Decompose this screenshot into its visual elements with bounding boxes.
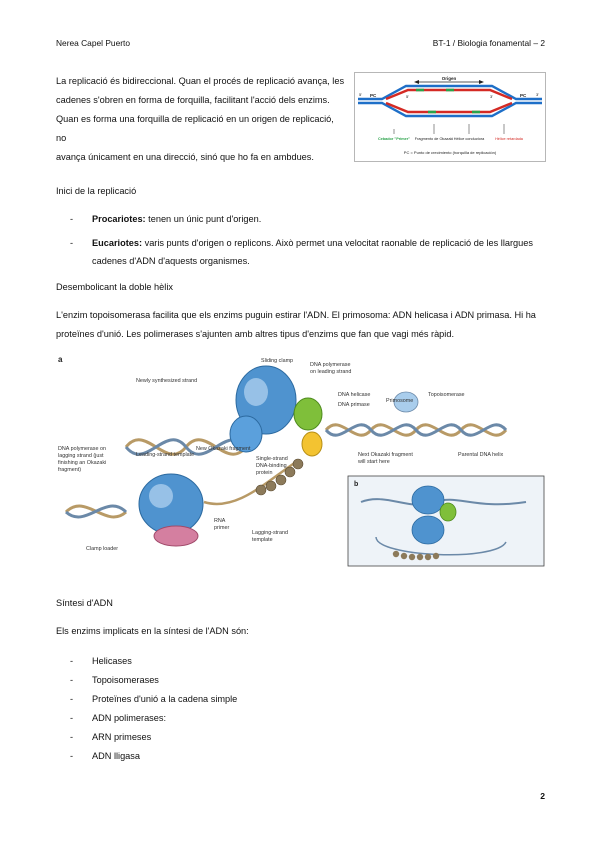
paragraph-line: L'enzim topoisomerasa facilita que els enzims puguin estirar l'ADN. El primosoma: ADN helicasa i ADN primasa. Hi ha (56, 310, 536, 320)
ssb-bead (425, 554, 431, 560)
intro-paragraph (56, 72, 346, 167)
pc-left-label: PC (370, 93, 377, 98)
end-label: 5' (359, 92, 362, 97)
ssb-bead (256, 485, 266, 495)
label-leading-template: Leading-strand template (136, 452, 195, 458)
section-title-sintesi: Síntesi d'ADN (56, 598, 113, 608)
label-rna-primer: primer (214, 525, 230, 531)
ssb-bead (401, 553, 407, 559)
intro-line: La replicació és bidireccional. Quan el procés de replicació avança, les (56, 76, 345, 86)
bullet-text: varis punts d'origen o replicons. Això permet una velocitat raonable de replicació de les llargues (142, 238, 533, 248)
end-label: 3' (536, 92, 539, 97)
label-lagging-template: template (252, 537, 273, 543)
label-topoisomerase: Topoisomerase (428, 392, 465, 398)
bullet-label: Topoisomerases (92, 675, 159, 685)
label-dna-pol-leading: on leading strand (310, 369, 352, 375)
label-dna-helicase: DNA helicase (338, 392, 371, 398)
replication-bubble-figure (354, 72, 546, 162)
label-sliding-clamp: Sliding clamp (261, 358, 294, 364)
section-title-desembolicant: Desembolicant la doble hèlix (56, 282, 173, 292)
legend-okazaki: Fragmento de Okazaki (414, 137, 454, 141)
label-dna-pol-leading: DNA polymerase (310, 362, 351, 368)
bullet-label: ADN polimerases: (92, 713, 167, 723)
bullet-continuation: cadenes d'ADN d'aquests organismes. (92, 256, 250, 266)
label-ssb: DNA-binding (256, 463, 287, 469)
bullet-marker: - (70, 713, 74, 723)
label-ssb: Single-strand (256, 456, 288, 462)
label-ssb: protein (256, 470, 273, 476)
legend-retardada: Hélice retardada (495, 137, 523, 141)
legend-conductora: Hélice conductora (453, 137, 485, 141)
origin-label: Origen (441, 76, 457, 81)
panel-b-helicase (440, 503, 456, 521)
header-course: BT-1 / Biologia fonamental – 2 (432, 38, 545, 48)
bullet-label: Eucariotes: (92, 238, 143, 248)
ssb-bead (393, 551, 399, 557)
intro-line: Quan es forma una forquilla de replicació en un origen de replicació, no (56, 114, 334, 143)
panel-a-label: a (58, 355, 63, 364)
intro-line: avança únicament en una direcció, sinó que ho fa en ambdues. (56, 152, 314, 162)
bullet-marker: - (70, 675, 74, 685)
list-item (70, 694, 237, 704)
label-clamp-loader: Clamp loader (86, 546, 119, 552)
label-next-okazaki: Next Okazaki fragment (358, 452, 413, 458)
bullet-label: Helicases (92, 656, 132, 666)
bullet-marker: - (70, 751, 74, 761)
ssb-bead (276, 475, 286, 485)
label-newly-synth: Newly synthesized strand (136, 378, 198, 384)
clamp-loader (154, 526, 198, 546)
ssb-bead (417, 554, 423, 560)
polymerase-highlight (149, 484, 173, 508)
list-item (70, 675, 159, 685)
desembolicant-paragraph (56, 306, 546, 344)
bullet-label: Proteïnes d'unió a la cadena simple (92, 694, 238, 704)
legend-primer: Cebador "Primer" (377, 137, 411, 141)
list-item (70, 656, 132, 666)
label-dna-primase: DNA primase (338, 402, 370, 408)
dna-helicase (294, 398, 322, 430)
bullet-label: Procariotes: (92, 214, 146, 224)
dna-polymerase-lagging (139, 474, 203, 534)
bullet-label: ADN lligasa (92, 751, 140, 761)
bullet-marker: - (70, 694, 74, 704)
list-item (70, 751, 140, 761)
bullet-text: tenen un únic punt d'origen. (145, 214, 262, 224)
paragraph-line: proteïnes d'unió. Les polimerases s'ajunten amb altres tipus d'enzims que fan que vagi més ràpid. (56, 329, 454, 339)
section-title-inici: Inici de la replicació (56, 186, 137, 196)
list-item (70, 713, 166, 723)
label-pol-lagging: finishing an Okazaki (58, 460, 107, 466)
panel-b-polymerase (412, 516, 444, 544)
label-parental: Parental DNA helix (458, 452, 504, 458)
bullet-marker: - (70, 214, 74, 224)
bullet-marker: - (70, 732, 74, 742)
list-item (70, 214, 261, 224)
label-lagging-template: Lagging-strand (252, 530, 288, 536)
list-item (70, 732, 151, 742)
label-new-okazaki: New Okazaki fragment (196, 446, 251, 452)
end-label: 3' (490, 94, 493, 99)
ssb-bead (293, 459, 303, 469)
page-number: 2 (540, 791, 545, 801)
label-rna-primer: RNA (214, 518, 226, 524)
label-next-okazaki: will start here (358, 459, 390, 465)
sintesi-intro: Els enzims implicats en la síntesi de l'ADN són: (56, 626, 249, 636)
label-pol-lagging: fragment) (58, 467, 82, 473)
dna-primase (302, 432, 322, 456)
list-item (70, 238, 550, 248)
intro-line: cadenes s'obren en forma de forquilla, facilitant l'acció dels enzims. (56, 95, 330, 105)
panel-b-polymerase (412, 486, 444, 514)
end-label: 5' (406, 94, 409, 99)
header-author: Nerea Capel Puerto (56, 38, 131, 48)
replication-fork-figure (56, 352, 546, 570)
label-pol-lagging: DNA polymerase on (58, 446, 106, 452)
ssb-bead (409, 554, 415, 560)
polymerase-highlight (244, 378, 268, 406)
ssb-bead (266, 481, 276, 491)
bullet-marker: - (70, 238, 74, 248)
label-primosome: Primosome (386, 398, 414, 404)
pc-right-label: PC (520, 93, 527, 98)
figure-caption: PC = Punto de crecimiento (horquilla de replicación) (403, 150, 497, 155)
panel-b-label: b (354, 481, 359, 488)
bullet-label: ARN primeses (92, 732, 152, 742)
ssb-bead (433, 553, 439, 559)
bullet-marker: - (70, 656, 74, 666)
label-pol-lagging: lagging strand (just (58, 453, 104, 459)
